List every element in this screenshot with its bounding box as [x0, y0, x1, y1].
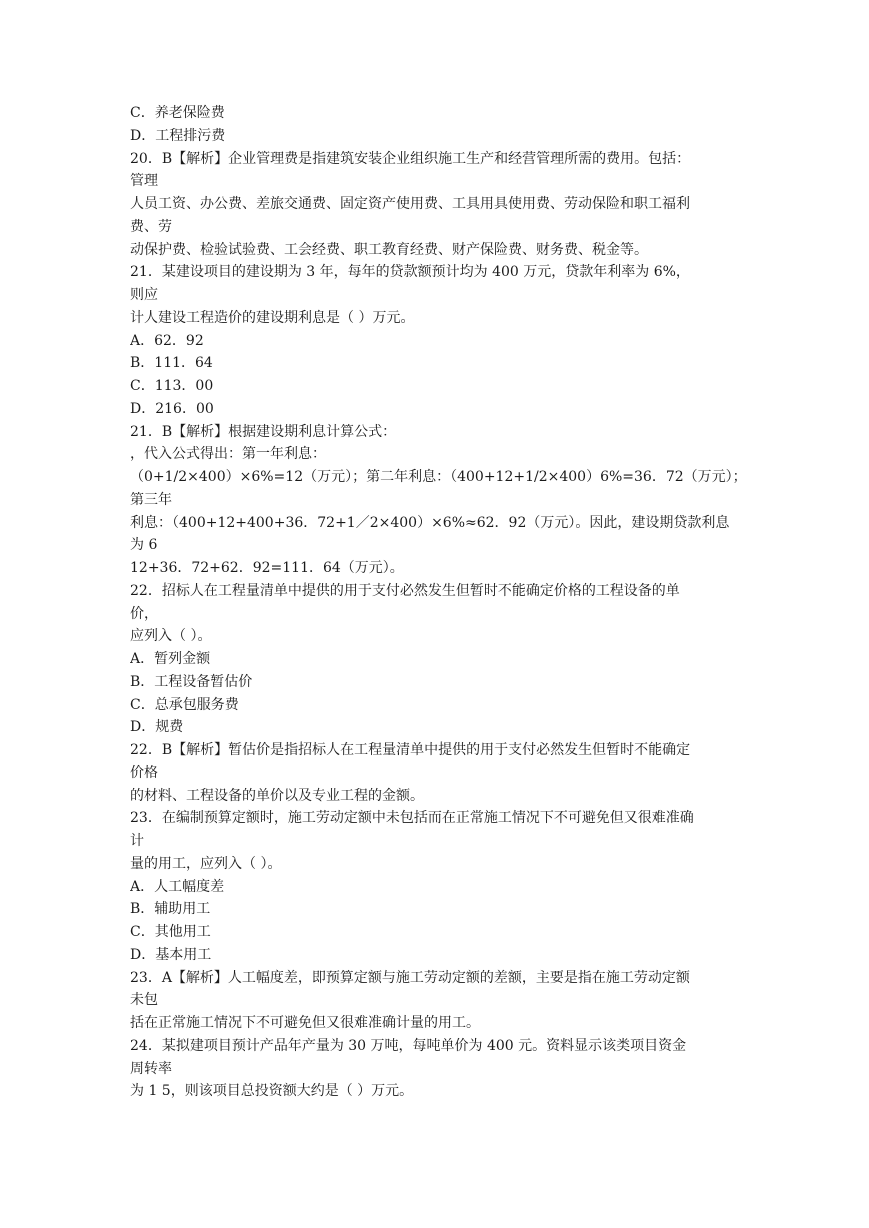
text-line: 周转率: [130, 1060, 172, 1077]
text-line: 21．某建设项目的建设期为 3 年，每年的贷款额预计均为 400 万元，贷款年利率为 6%，: [130, 264, 690, 281]
text-line: 括在正常施工情况下不可避免但又很难准确计量的用工。: [130, 1015, 480, 1031]
text-line: D．216．00: [130, 400, 214, 417]
text-line: 管理: [130, 173, 158, 190]
text-line: 计人建设工程造价的建设期利息是（ ）万元。: [130, 309, 415, 326]
text-line: A．暂列金额: [130, 651, 211, 667]
text-line: 22．B【解析】暂估价是指招标人在工程量清单中提供的用于支付必然发生但暂时不能确定: [130, 742, 691, 758]
text-line: 计: [130, 833, 144, 849]
text-line: 量的用工，应列入（ ）。: [130, 855, 282, 872]
text-line: 为 1 5，则该项目总投资额大约是（ ）万元。: [130, 1083, 414, 1100]
text-line: （0+1/2×400）×6%=12（万元）；第二年利息：（400+12+1/2×400）6%=36．72（万元）；: [130, 469, 747, 485]
text-line: 应列入（ ）。: [130, 628, 212, 645]
text-line: B．工程设备暂估价: [130, 673, 253, 690]
text-line: 未包: [130, 992, 158, 1009]
text-line: D．工程排污费: [130, 127, 226, 144]
text-line: 为 6: [130, 537, 158, 554]
text-line: 21．B【解析】根据建设期利息计算公式：: [130, 423, 397, 440]
text-line: ，代入公式得出：第一年利息：: [130, 446, 326, 463]
text-line: 12+36．72+62．92=111．64（万元）。: [130, 560, 404, 576]
text-line: A．62．92: [130, 332, 204, 349]
text-line: C．养老保险费: [130, 105, 225, 121]
text-line: 利息：（400+12+400+36．72+1／2×400）×6%≈62．92（万元）。因此，建设期贷款利息: [130, 514, 730, 531]
text-line: 20．B【解析】企业管理费是指建筑安装企业组织施工生产和经营管理所需的费用。包括：: [130, 150, 691, 167]
text-line: D．规费: [130, 719, 184, 736]
text-line: 22．招标人在工程量清单中提供的用于支付必然发生但暂时不能确定价格的工程设备的单: [130, 582, 680, 599]
text-line: 的材料、工程设备的单价以及专业工程的金额。: [130, 787, 424, 804]
text-line: B．111．64: [130, 355, 213, 372]
document-page: [130, 102, 750, 1103]
text-line: 23．A【解析】人工幅度差，即预算定额与施工劳动定额的差额，主要是指在施工劳动定额: [130, 969, 690, 986]
text-line: 动保护费、检验试验费、工会经费、职工教育经费、财产保险费、财务费、税金等。: [130, 241, 648, 258]
text-line: 费、劳: [130, 218, 172, 235]
text-line: 24．某拟建项目预计产品年产量为 30 万吨，每吨单价为 400 元。资料显示该类项目资金: [130, 1037, 687, 1054]
text-line: C．其他用工: [130, 924, 211, 940]
text-line: 价格: [130, 764, 158, 781]
text-line: 人员工资、办公费、差旅交通费、固定资产使用费、工具用具使用费、劳动保险和职工福利: [130, 196, 690, 212]
text-line: 则应: [130, 287, 158, 303]
text-line: B．辅助用工: [130, 901, 211, 918]
text-line: 第三年: [130, 491, 172, 508]
text-line: 23．在编制预算定额时，施工劳动定额中未包括而在正常施工情况下不可避免但又很难准确: [130, 810, 694, 827]
text-line: D．基本用工: [130, 946, 212, 963]
text-line: 价，: [130, 605, 158, 622]
text-line: C．113．00: [130, 378, 214, 394]
text-line: A．人工幅度差: [130, 878, 225, 895]
text-line: C．总承包服务费: [130, 696, 239, 713]
